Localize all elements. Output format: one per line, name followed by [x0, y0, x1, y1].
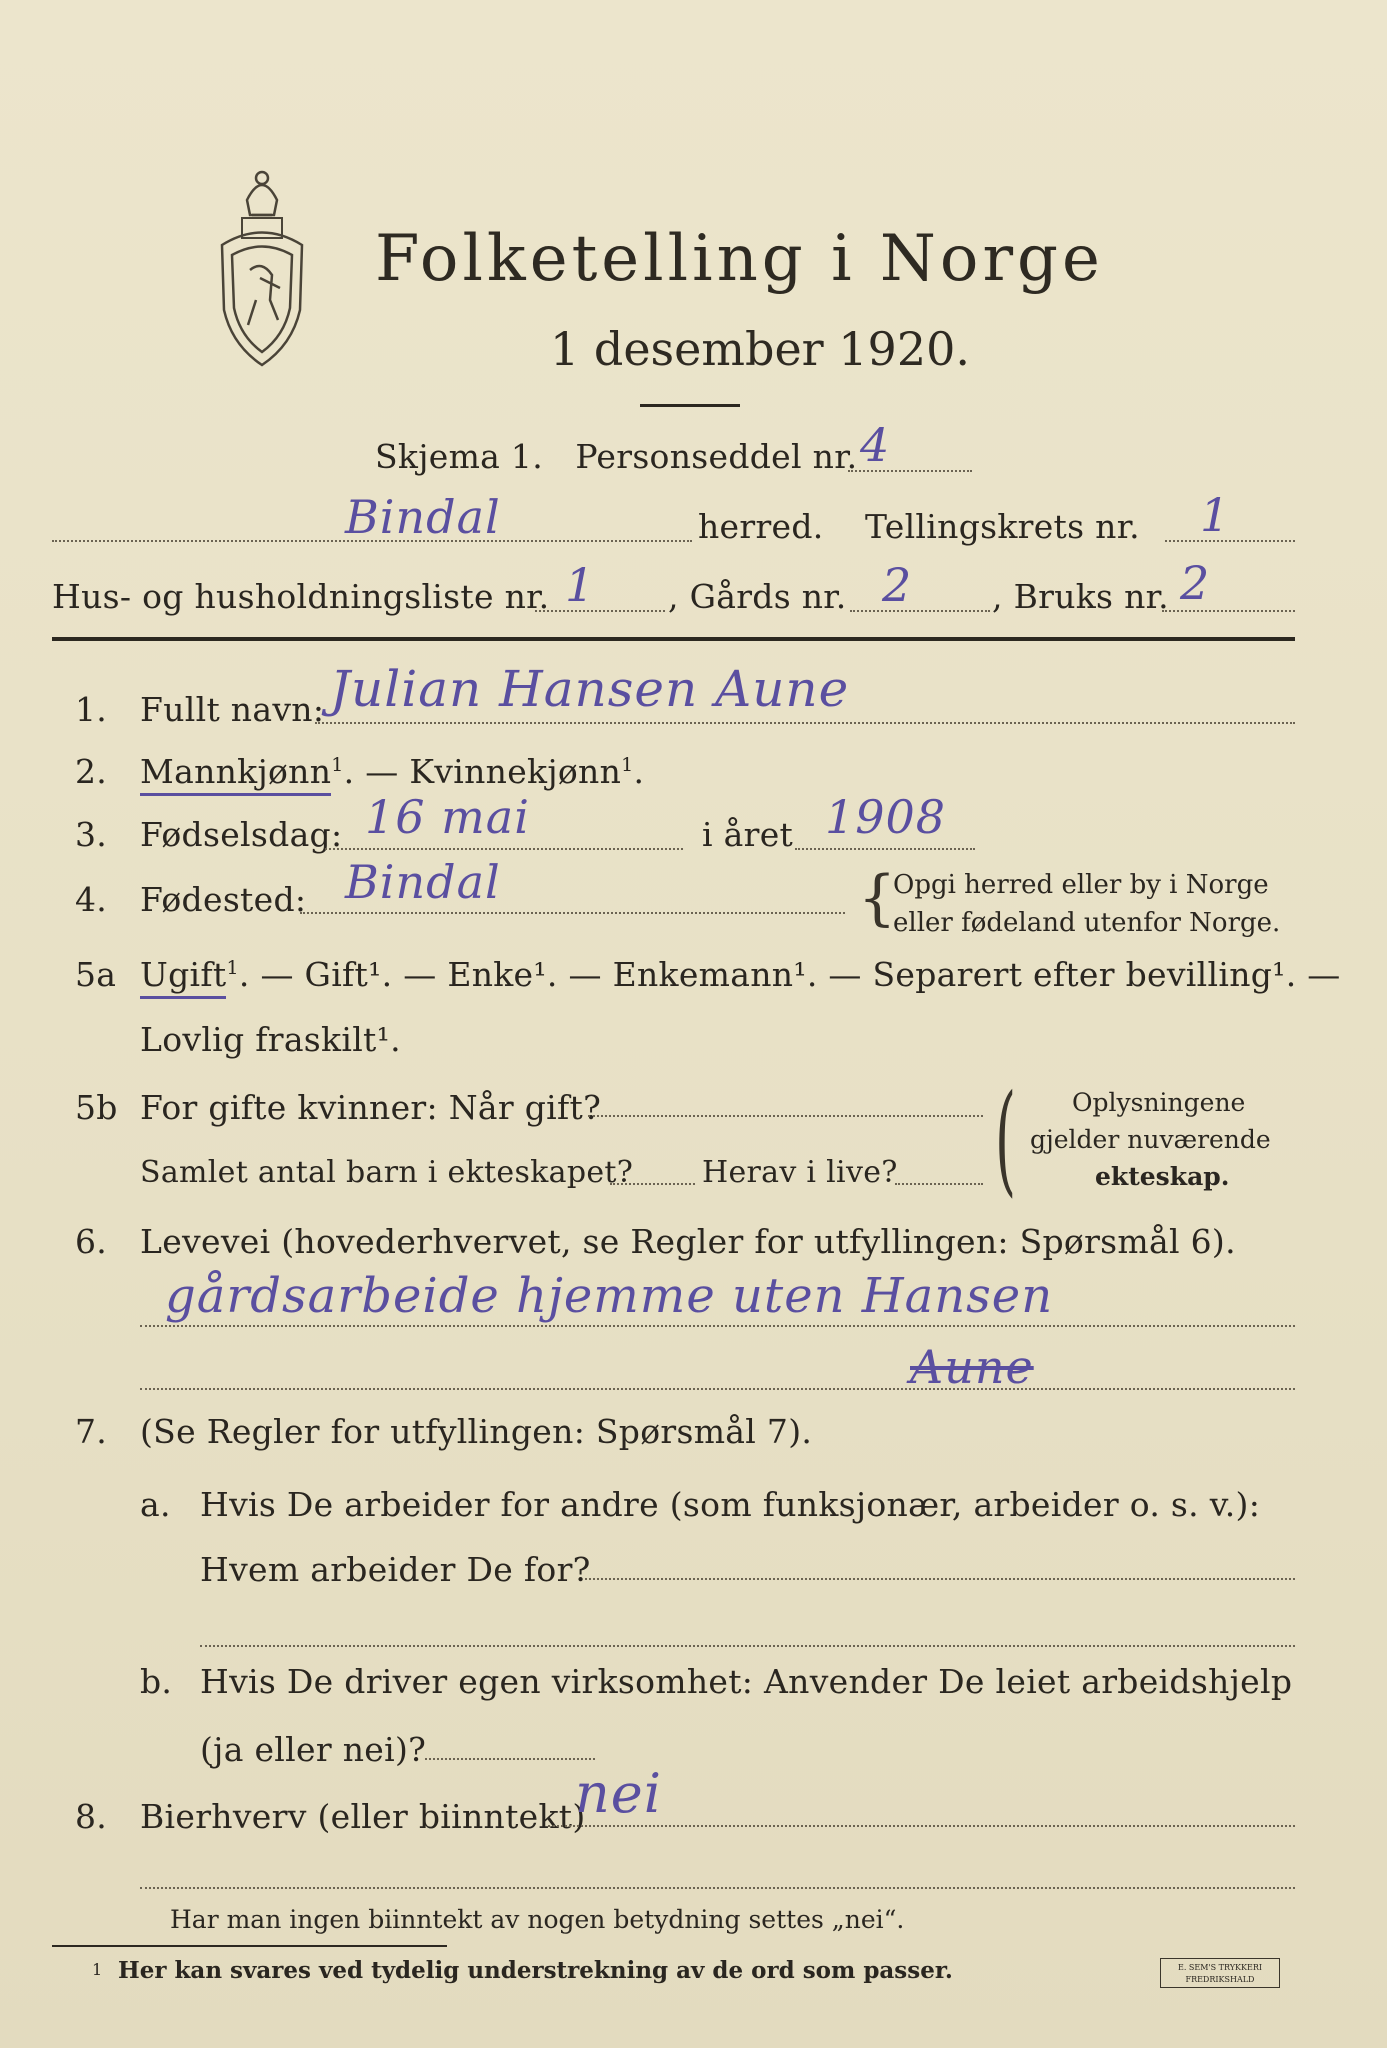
q1-label: Fullt navn: [140, 690, 325, 729]
q2-female-sup: 1 [621, 754, 634, 776]
q7b-line1: Hvis De driver egen virksomhet: Anvender De leiet arbeidshjelp [200, 1662, 1293, 1701]
q3-year-value: 1908 [825, 790, 947, 844]
q2-female-option: Kvinnekjønn [409, 752, 622, 791]
q7b-letter: b. [140, 1662, 173, 1701]
q5a-number: 5a [75, 955, 117, 994]
q7b-line2: (ja eller nei)? [200, 1730, 427, 1769]
q5b-note-line2: gjelder nuværende [1030, 1125, 1271, 1154]
q8-line2 [140, 1887, 1295, 1889]
q6-line2 [140, 1388, 1295, 1390]
q5b-married-label: For gifte kvinner: Når gift? [140, 1088, 602, 1127]
q2-male-sup: 1 [331, 754, 344, 776]
q7a-letter: a. [140, 1485, 171, 1524]
q7-label: (Se Regler for utfyllingen: Spørsmål 7). [140, 1412, 813, 1451]
form-date: 1 desember 1920. [550, 322, 970, 376]
q5b-alive-line [895, 1183, 983, 1185]
q2-male-option: Mannkjønn [140, 752, 331, 796]
q6-number: 6. [75, 1222, 108, 1261]
footer-note: Har man ingen biinntekt av nogen betydning settes „nei“. [170, 1905, 905, 1934]
printer-stamp-line1: E. SEM'S TRYKKERI [1177, 1963, 1263, 1972]
q3-day-value: 16 mai [365, 790, 530, 844]
q3-number: 3. [75, 815, 108, 854]
q5b-alive-label: Herav i live? [702, 1155, 898, 1190]
footnote-mark: 1 [92, 1960, 103, 1979]
q5a-options: . — Gift¹. — Enke¹. — Enkemann¹. — Separert efter bevilling¹. — [238, 955, 1341, 994]
bruks-label: , Bruks nr. [992, 577, 1169, 616]
q4-line [300, 912, 845, 914]
herred-value: Bindal [345, 490, 501, 544]
q1-line [315, 722, 1295, 724]
tellingskrets-label: Tellingskrets nr. [865, 507, 1140, 546]
q5a-line2: Lovlig fraskilt¹. [140, 1020, 401, 1059]
bruks-line [1162, 610, 1295, 612]
q3-year-line [795, 848, 975, 850]
q6-line1 [140, 1325, 1295, 1327]
q8-value: nei [575, 1762, 663, 1825]
printer-stamp [1160, 1958, 1280, 1988]
schema-row [375, 437, 857, 476]
form-title: Folketelling i Norge [375, 222, 1104, 296]
herred-label: herred. [698, 507, 824, 546]
q3-year-label: i året [702, 815, 794, 854]
q5a-ugift-option: Ugift [140, 955, 226, 999]
header-divider [640, 404, 740, 407]
q4-number: 4. [75, 880, 108, 919]
q4-note-line2: eller fødeland utenfor Norge. [893, 908, 1281, 938]
q3-day-line [325, 848, 683, 850]
q2-number: 2. [75, 752, 108, 791]
q1-value: Julian Hansen Aune [330, 660, 850, 718]
q5b-note-line3: ekteskap. [1095, 1162, 1230, 1191]
q5b-children-line [610, 1183, 695, 1185]
q7a-line1: Hvis De arbeider for andre (som funksjonær, arbeider o. s. v.): [200, 1485, 1261, 1524]
gards-line [850, 610, 990, 612]
q5b-married-line [588, 1115, 983, 1117]
q4-value: Bindal [345, 855, 501, 909]
q5b-note-line1: Oplysningene [1072, 1088, 1246, 1117]
q7a-line2: Hvem arbeider De for? [200, 1550, 591, 1589]
q6-value-line2: Aune [910, 1340, 1034, 1394]
q2-row [140, 752, 644, 791]
gards-label: , Gårds nr. [668, 577, 847, 616]
q8-label: Bierhverv (eller biinntekt) [140, 1797, 586, 1836]
q7a-answer-line2 [200, 1645, 1295, 1647]
q7b-answer-line [425, 1758, 595, 1760]
q3-label: Fødselsdag: [140, 815, 343, 854]
q6-label: Levevei (hovederhvervet, se Regler for utfyllingen: Spørsmål 6). [140, 1222, 1236, 1261]
q2-end: . [633, 752, 645, 791]
section-divider [52, 637, 1295, 641]
q4-note-line1: Opgi herred eller by i Norge [893, 870, 1269, 900]
q7a-answer-line1 [585, 1578, 1295, 1580]
q4-brace: { [858, 863, 897, 933]
footer-divider [52, 1945, 447, 1947]
q5b-brace: ( [995, 1070, 1017, 1209]
personseddel-label: Personseddel nr. [575, 437, 858, 476]
schema-label: Skjema 1. [375, 437, 544, 476]
q7-number: 7. [75, 1412, 108, 1451]
q8-number: 8. [75, 1797, 108, 1836]
tellingskrets-value: 1 [1200, 488, 1231, 542]
q6-value-line1: gårdsarbeide hjemme uten Hansen [165, 1268, 1054, 1324]
q5a-row: Ugift$^1$. — Gift¹. — Enke¹. — Enkemann¹. — Separert efter bevilling¹. — [140, 955, 1341, 994]
q5b-children-label: Samlet antal barn i ekteskapet? [140, 1155, 634, 1190]
q5b-number: 5b [75, 1088, 118, 1127]
gards-value: 2 [882, 558, 913, 612]
hus-value: 1 [565, 558, 596, 612]
q8-line [548, 1825, 1295, 1827]
personseddel-value: 4 [860, 418, 891, 472]
q4-label: Fødested: [140, 880, 307, 919]
coat-of-arms-icon [212, 160, 312, 370]
printer-stamp-line2: FREDRIKSHALD [1185, 1975, 1255, 1984]
q2-separator: . — [343, 752, 410, 791]
q1-number: 1. [75, 690, 108, 729]
bruks-value: 2 [1180, 556, 1211, 610]
footnote-text: Her kan svares ved tydelig understrekning av de ord som passer. [118, 1957, 953, 1984]
hus-label: Hus- og husholdningsliste nr. [52, 577, 550, 616]
hus-line [535, 610, 665, 612]
